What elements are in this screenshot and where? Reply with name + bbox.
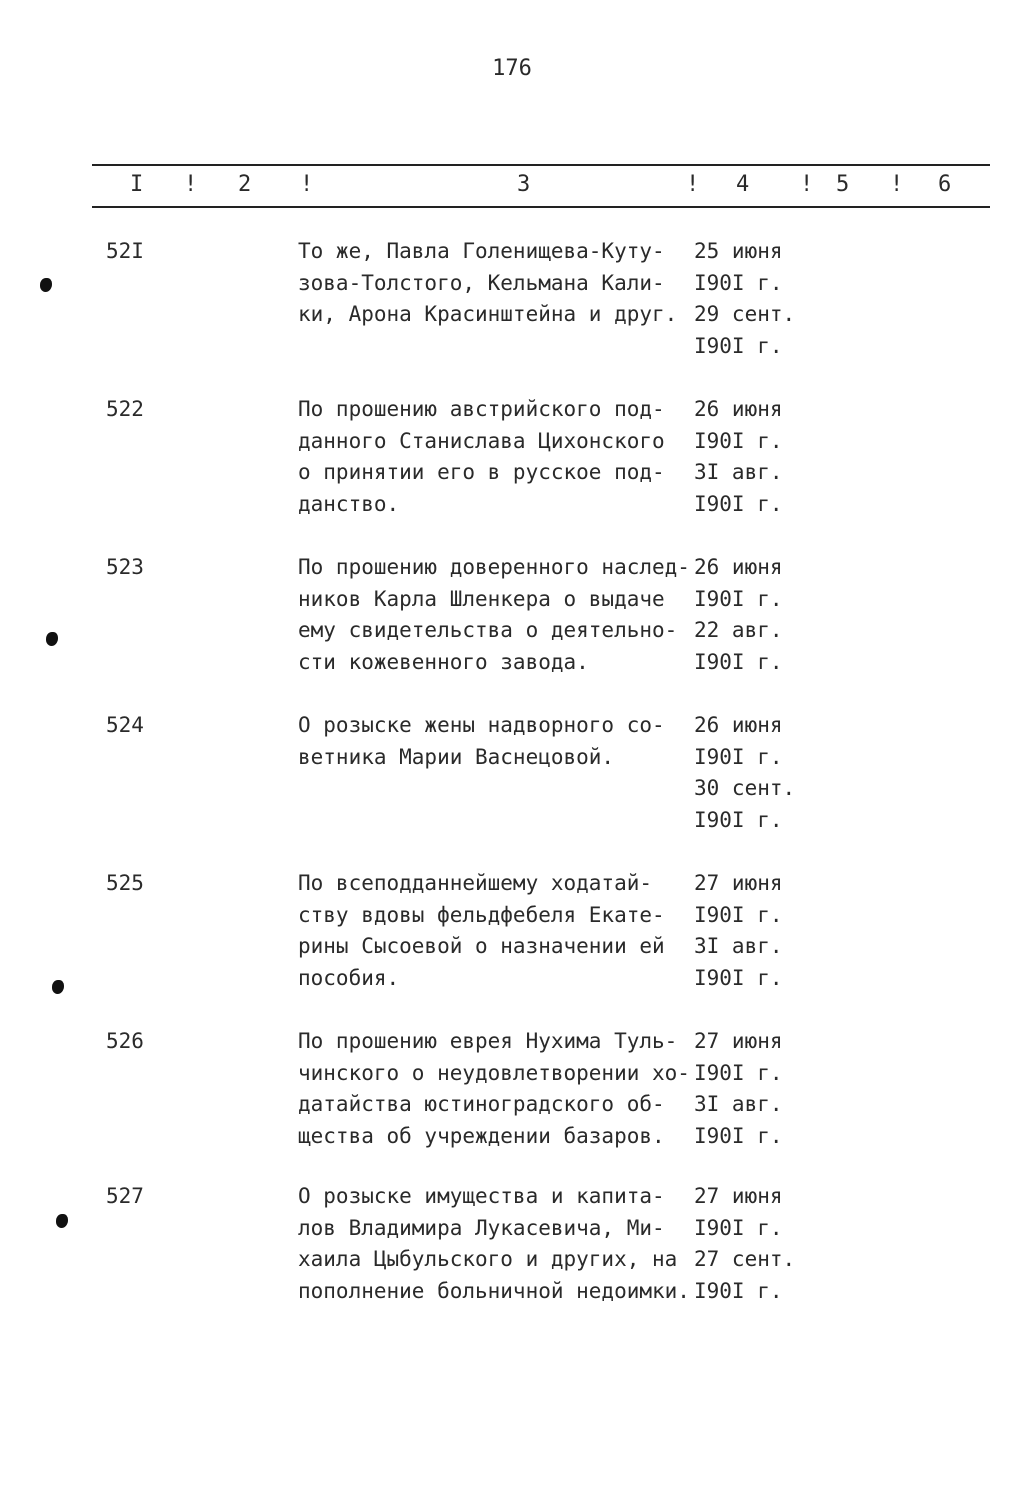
entry-number: 525 xyxy=(106,871,144,895)
description-line: ки, Арона Красинштейна и друг. xyxy=(298,302,678,326)
header-col-5: 5 xyxy=(836,172,850,197)
header-separator: ! xyxy=(890,172,904,197)
description-line: лов Владимира Лукасевича, Ми- xyxy=(298,1215,665,1240)
description-line: По прошению доверенного наслед- xyxy=(298,555,690,579)
entry-number: 524 xyxy=(106,713,144,737)
entry-description xyxy=(298,710,698,773)
description-line: По прошению еврея Нухима Туль- xyxy=(298,1029,678,1053)
entry-dates xyxy=(694,236,824,362)
punch-hole-mark xyxy=(46,632,58,646)
date-line: I90I г. xyxy=(694,428,783,453)
entry-dates xyxy=(694,552,824,678)
header-col-1: I xyxy=(130,172,144,197)
header-col-6: 6 xyxy=(938,172,952,197)
entry-number: 527 xyxy=(106,1184,144,1208)
date-line: I90I г. xyxy=(694,649,783,674)
entry-dates xyxy=(694,710,824,836)
entry-description xyxy=(298,552,698,678)
entry-dates xyxy=(694,1026,824,1152)
date-line: 26 июня xyxy=(694,555,783,579)
description-line: То же, Павла Голенищева-Куту- xyxy=(298,239,665,263)
date-line: 29 сент. xyxy=(694,302,796,326)
date-line: I90I г. xyxy=(694,965,783,990)
entry-number: 52I xyxy=(106,239,144,263)
date-line: 27 сент. xyxy=(694,1247,796,1271)
date-line: 27 июня xyxy=(694,871,783,895)
date-line: I90I г. xyxy=(694,807,783,832)
entry-dates xyxy=(694,394,824,520)
date-line: I90I г. xyxy=(694,270,783,295)
entry-dates xyxy=(694,1181,824,1307)
entry-description xyxy=(298,868,698,994)
header-col-2: 2 xyxy=(238,172,252,197)
entry-description xyxy=(298,1026,698,1152)
date-line: 3I авг. xyxy=(694,1092,783,1116)
description-line: О розыске жены надворного со- xyxy=(298,713,665,737)
description-line: хаила Цыбульского и других, на xyxy=(298,1247,678,1271)
table-header xyxy=(0,172,1024,202)
header-separator: ! xyxy=(800,172,814,197)
punch-hole-mark xyxy=(56,1214,68,1228)
description-line: ников Карла Шленкера о выдаче xyxy=(298,586,665,611)
date-line: I90I г. xyxy=(694,333,783,358)
punch-hole-mark xyxy=(40,278,52,292)
table-header-rule xyxy=(92,206,990,208)
description-line: зова-Толстого, Кельмана Кали- xyxy=(298,270,665,295)
description-line: ветника Марии Васнецовой. xyxy=(298,744,615,769)
header-separator: ! xyxy=(300,172,314,197)
description-line: щества об учреждении базаров. xyxy=(298,1123,665,1148)
description-line: данство. xyxy=(298,491,400,516)
entry-number: 526 xyxy=(106,1029,144,1053)
punch-hole-mark xyxy=(52,980,64,994)
entry-number: 522 xyxy=(106,397,144,421)
date-line: I90I г. xyxy=(694,902,783,927)
date-line: 27 июня xyxy=(694,1029,783,1053)
description-line: По прошению австрийского под- xyxy=(298,397,665,421)
description-line: По всеподданнейшему ходатай- xyxy=(298,871,653,895)
date-line: 26 июня xyxy=(694,713,783,737)
description-line: чинского о неудовлетворении хо- xyxy=(298,1060,690,1085)
date-line: I90I г. xyxy=(694,586,783,611)
description-line: рины Сысоевой о назначении ей xyxy=(298,934,665,958)
date-line: I90I г. xyxy=(694,491,783,516)
table-top-rule xyxy=(92,164,990,166)
description-line: датайства юстиноградского об- xyxy=(298,1092,665,1116)
description-line: пособия. xyxy=(298,965,400,990)
date-line: I90I г. xyxy=(694,1060,783,1085)
header-col-4: 4 xyxy=(736,172,750,197)
entry-description xyxy=(298,236,698,331)
date-line: 27 июня xyxy=(694,1184,783,1208)
date-line: 3I авг. xyxy=(694,934,783,958)
date-line: I90I г. xyxy=(694,1278,783,1303)
description-line: о принятии его в русское под- xyxy=(298,460,665,484)
entry-number: 523 xyxy=(106,555,144,579)
date-line: 3I авг. xyxy=(694,460,783,484)
entry-description xyxy=(298,1181,698,1307)
description-line: сти кожевенного завода. xyxy=(298,649,589,674)
description-line: ему свидетельства о деятельно- xyxy=(298,618,678,642)
header-col-3: 3 xyxy=(517,172,531,197)
header-separator: ! xyxy=(184,172,198,197)
date-line: I90I г. xyxy=(694,1123,783,1148)
header-separator: ! xyxy=(686,172,700,197)
description-line: О розыске имущества и капита- xyxy=(298,1184,665,1208)
entry-dates xyxy=(694,868,824,994)
date-line: 22 авг. xyxy=(694,618,783,642)
date-line: I90I г. xyxy=(694,744,783,769)
entry-description xyxy=(298,394,698,520)
description-line: данного Станислава Цихонского xyxy=(298,428,665,453)
date-line: 26 июня xyxy=(694,397,783,421)
date-line: I90I г. xyxy=(694,1215,783,1240)
date-line: 30 сент. xyxy=(694,776,796,800)
page-number: 176 xyxy=(492,56,532,81)
description-line: ству вдовы фельдфебеля Екате- xyxy=(298,902,665,927)
date-line: 25 июня xyxy=(694,239,783,263)
description-line: пополнение больничной недоимки. xyxy=(298,1278,690,1303)
